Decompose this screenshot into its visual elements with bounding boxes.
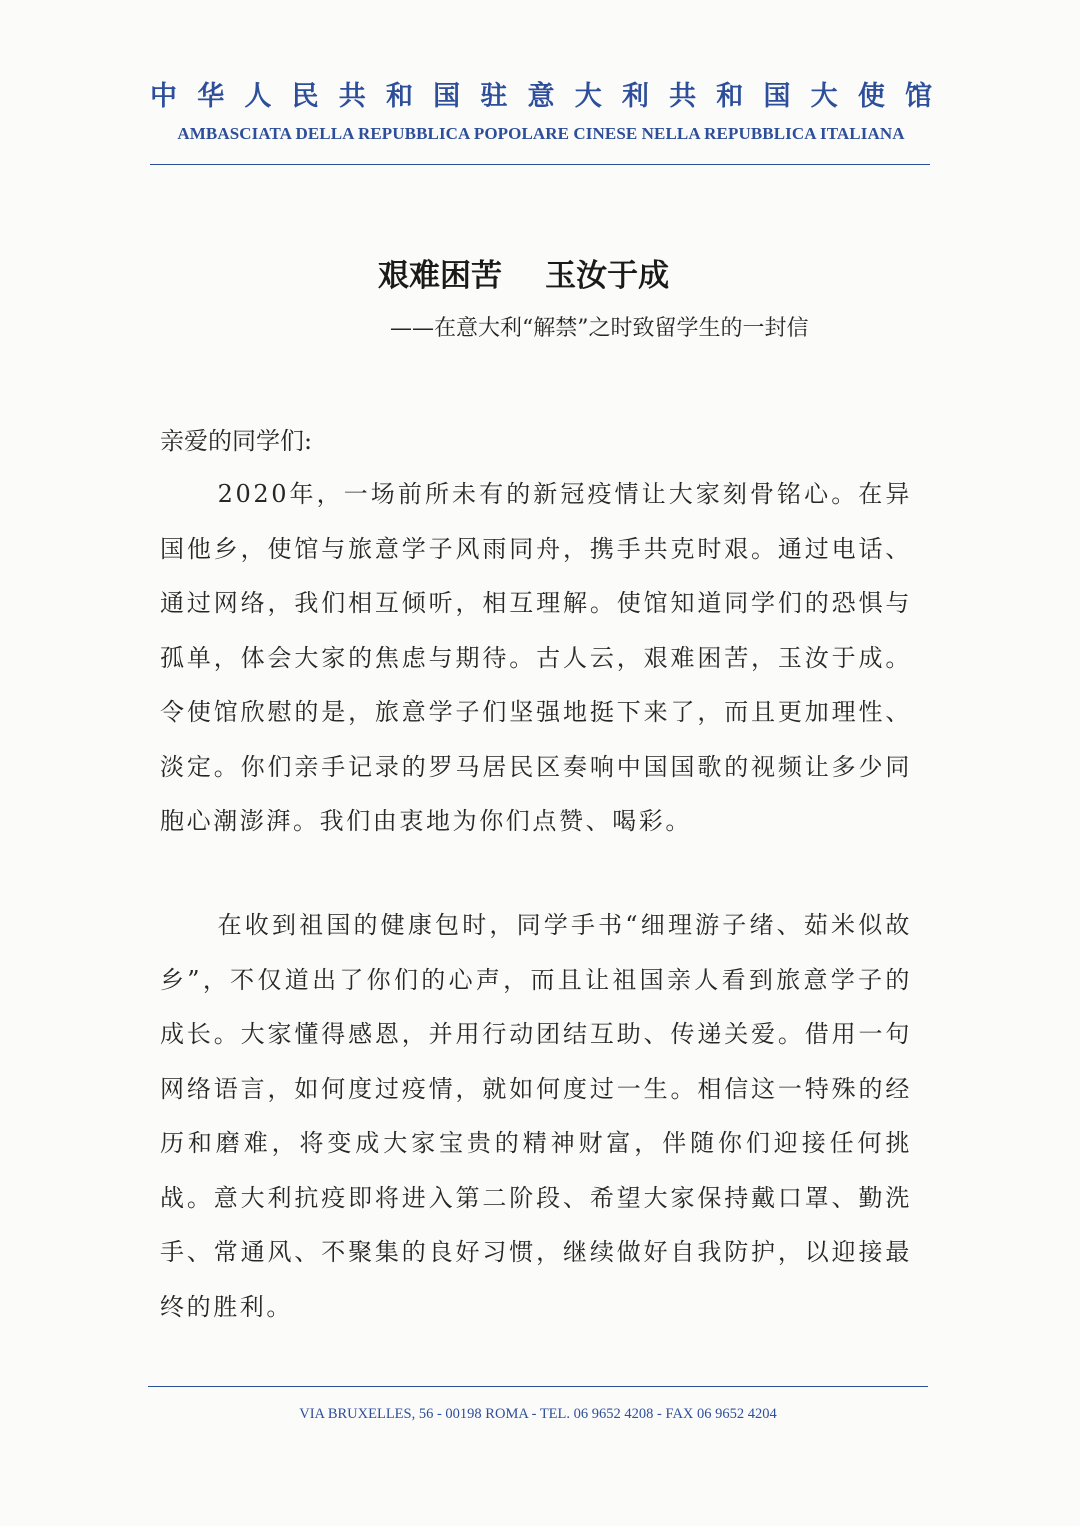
letter-paragraph: 2020年，一场前所未有的新冠疫情让大家刻骨铭心。在异国他乡，使馆与旅意学子风雨同舟，携手共克时艰。通过电话、通过网络，我们相互倾听，相互理解。使馆知道同学们的恐惧与孤单，体会大家的焦虑与期待。古人云，艰难困苦，玉汝于成。令使馆欣慰的是，旅意学子们坚强地挺下来了，而且更加理性、淡定。你们亲手记录的罗马居民区奏响中国国歌的视频让多少同胞心潮澎湃。我们由衷地为你们点赞、喝彩。 [160, 480, 912, 835]
letter-paragraph: 在收到祖国的健康包时，同学手书“细理游子绪、茹米似故乡”，不仅道出了你们的心声，而且让祖国亲人看到旅意学子的成长。大家懂得感恩，并用行动团结互助、传递关爱。借用一句网络语言，如何度过疫情，就如何度过一生。相信这一特殊的经历和磨难，将变成大家宝贵的精神财富，伴随你们迎接任何挑战。意大利抗疫即将进入第二阶段、希望大家保持戴口罩、勤洗手、常通风、不聚集的良好习惯，继续做好自我防护，以迎接最终的胜利。 [160, 911, 912, 1321]
letterhead-char: 馆 [905, 81, 932, 112]
letterhead-char: 人 [244, 81, 272, 112]
letterhead-char: 中 [150, 81, 177, 112]
letterhead-char: 利 [621, 81, 649, 112]
footer-address: VIA BRUXELLES, 56 - 00198 ROMA - TEL. 06 9652 4208 - FAX 06 9652 4204 [299, 1406, 777, 1422]
letterhead-char: 驻 [480, 81, 508, 112]
header-divider [150, 164, 930, 165]
letterhead-char: 共 [669, 81, 697, 112]
letterhead-chinese-name [150, 80, 932, 114]
footer-divider [148, 1386, 928, 1387]
letterhead-char: 国 [433, 81, 461, 112]
letterhead-char: 大 [810, 81, 838, 112]
letterhead-char: 共 [338, 81, 366, 112]
letterhead-char: 华 [197, 81, 225, 112]
letterhead-char: 意 [527, 81, 555, 112]
letterhead-char: 民 [291, 81, 319, 112]
letterhead-char: 大 [574, 81, 602, 112]
letter-title: 艰难困苦 玉汝于成 [378, 258, 670, 294]
letter-subtitle: ——在意大利“解禁”之时致留学生的一封信 [390, 316, 809, 341]
letterhead-italian-name: AMBASCIATA DELLA REPUBBLICA POPOLARE CINESE NELLA REPUBBLICA ITALIANA [177, 124, 905, 143]
letterhead-char: 和 [716, 81, 744, 112]
letterhead-char: 使 [857, 81, 885, 112]
letter-greeting: 亲爱的同学们: [160, 427, 313, 455]
letterhead-char: 和 [385, 81, 413, 112]
letterhead-char: 国 [763, 81, 791, 112]
